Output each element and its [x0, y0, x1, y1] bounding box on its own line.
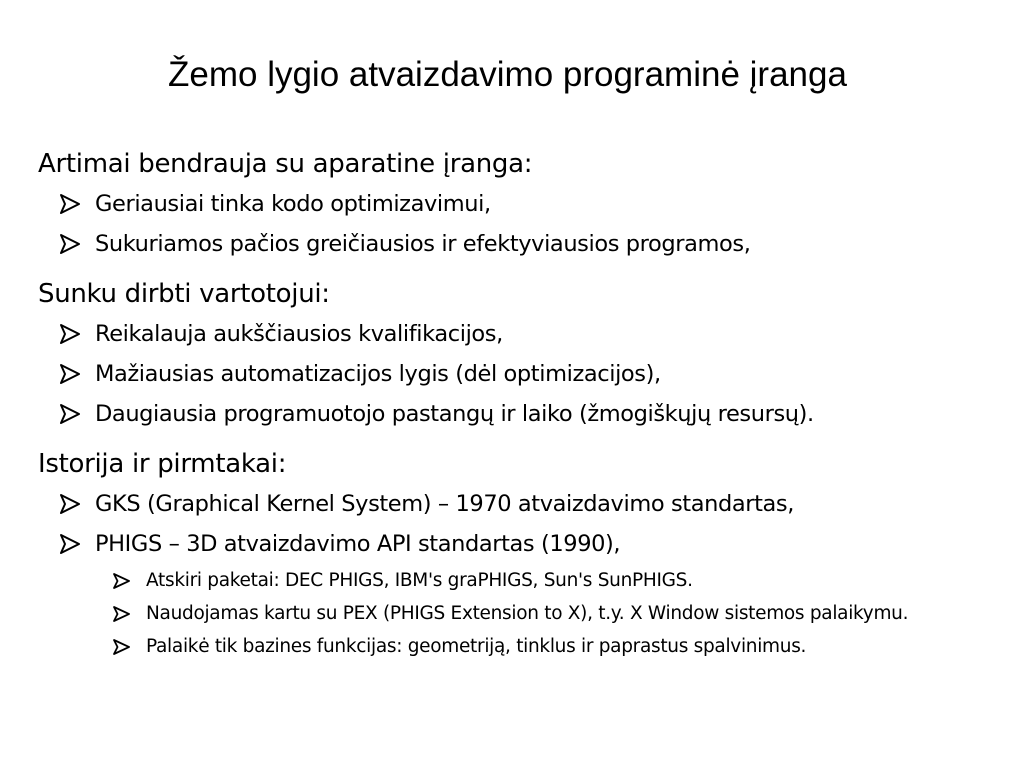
bullet-text: Geriausiai tinka kodo optimizavimui,	[95, 191, 491, 217]
arrowhead-bullet-icon	[57, 224, 83, 264]
arrowhead-bullet-icon	[57, 524, 83, 564]
section-heading: Sunku dirbti vartotojui:	[38, 279, 330, 309]
section	[0, 144, 1024, 264]
bullet-text: Daugiausia programuotojo pastangų ir laiko (žmogiškųjų resursų).	[95, 401, 814, 427]
slide-content	[0, 144, 1024, 665]
bullet-text: Reikalauja aukščiausios kvalifikacijos,	[95, 321, 503, 347]
bullet-text: GKS (Graphical Kernel System) – 1970 atvaizdavimo standartas,	[95, 491, 794, 517]
sub-bullet-text: Palaikė tik bazines funkcijas: geometriją, tinklus ir paprastus spalvinimus.	[146, 636, 807, 657]
sub-bullet-item	[146, 632, 1006, 662]
sub-bullet-list	[0, 566, 1024, 662]
bullet-text: PHIGS – 3D atvaizdavimo API standartas (1990),	[95, 531, 621, 557]
bullet-item	[95, 224, 1024, 264]
sub-bullet-item	[146, 566, 1006, 596]
section	[0, 274, 1024, 434]
bullet-item	[95, 354, 1024, 394]
arrowhead-bullet-icon	[110, 566, 132, 596]
sub-bullet-item	[146, 599, 1006, 629]
bullet-text: Mažiausias automatizacijos lygis (dėl optimizacijos),	[95, 361, 661, 387]
arrowhead-bullet-icon	[57, 484, 83, 524]
bullet-text: Sukuriamos pačios greičiausios ir efektyviausios programos,	[95, 231, 751, 257]
sub-bullet-text: Atskiri paketai: DEC PHIGS, IBM's graPHIGS, Sun's SunPHIGS.	[146, 570, 693, 591]
bullet-item	[95, 314, 1024, 354]
arrowhead-bullet-icon	[57, 394, 83, 434]
arrowhead-bullet-icon	[110, 599, 132, 629]
bullet-item	[95, 484, 1024, 524]
bullet-item	[95, 184, 1024, 224]
arrowhead-bullet-icon	[57, 184, 83, 224]
arrowhead-bullet-icon	[57, 354, 83, 394]
section-heading: Artimai bendrauja su aparatine įranga:	[38, 149, 533, 179]
bullet-item	[95, 394, 1024, 434]
section	[0, 444, 1024, 662]
arrowhead-bullet-icon	[110, 632, 132, 662]
arrowhead-bullet-icon	[57, 314, 83, 354]
slide-title: Žemo lygio atvaizdavimo programinė įranga	[168, 55, 847, 94]
section-heading: Istorija ir pirmtakai:	[38, 449, 287, 479]
sub-bullet-text: Naudojamas kartu su PEX (PHIGS Extension to X), t.y. X Window sistemos palaikymu.	[146, 603, 909, 624]
bullet-item	[95, 524, 1024, 564]
